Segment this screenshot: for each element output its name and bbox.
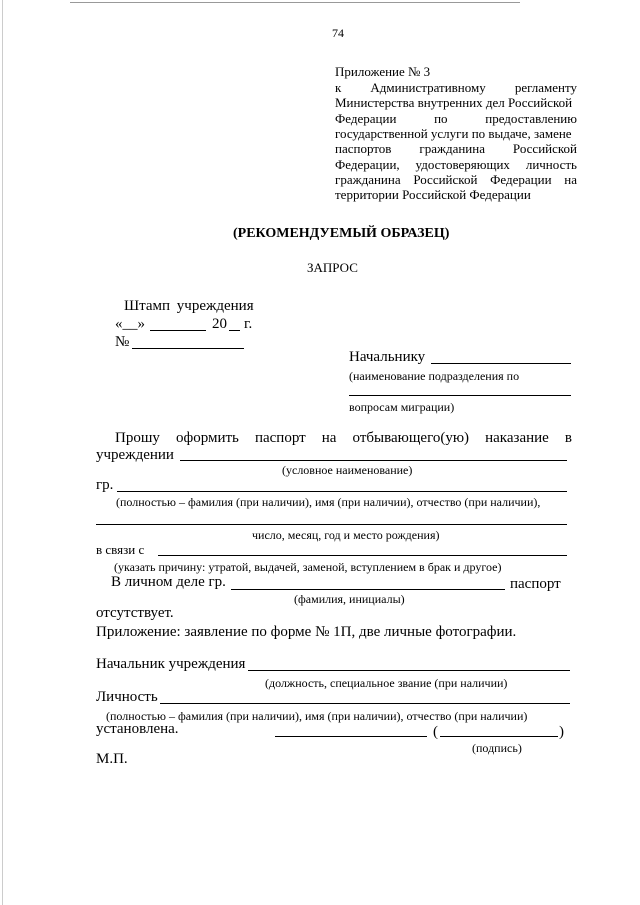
- page-number: 74: [332, 26, 344, 40]
- decoding-line: [440, 736, 558, 737]
- appendix-word: по: [434, 110, 448, 126]
- appendix-line: [335, 127, 572, 140]
- citizen-hint: (полностью – фамилия (при наличии), имя (при наличии), отчество (при наличии),: [116, 495, 541, 509]
- request-line1: [115, 431, 572, 446]
- birth-hint: число, месяц, год и место рождения): [252, 528, 440, 542]
- appendix-word: гражданина: [419, 141, 485, 157]
- stamp-date-month-line: [150, 330, 206, 331]
- addressee-label: Начальнику: [349, 349, 426, 365]
- addressee-hint1: (наименование подразделения по: [349, 369, 520, 383]
- request-title: ЗАПРОС: [307, 260, 358, 275]
- request-word: отбывающего(ую): [352, 430, 470, 446]
- scan-top-edge: [70, 2, 520, 3]
- stamp-label: Штамп учреждения: [124, 298, 254, 314]
- appendix-word: личность: [525, 156, 577, 172]
- established-text: установлена.: [96, 721, 179, 737]
- appendix-word: Федерации: [335, 110, 397, 126]
- addressee-hint2: вопросам миграции): [349, 400, 455, 414]
- citizen-line: [117, 491, 567, 492]
- appendix-word: к: [335, 80, 342, 95]
- personal-file-line: [231, 589, 505, 590]
- stamp-date-open: «__»: [115, 316, 145, 332]
- appendix-word: Административному: [370, 80, 486, 95]
- chief-line: [248, 670, 570, 671]
- institution-label: учреждении: [96, 447, 174, 463]
- absent-text: отсутствует.: [96, 605, 174, 621]
- appendix-line: [335, 81, 577, 94]
- appendix-word: удостоверяющих: [415, 156, 510, 172]
- stamp-year-line: [229, 330, 240, 331]
- birth-line: [96, 524, 567, 525]
- attachment-text: Приложение: заявление по форме № 1П, две личные фотографии.: [96, 624, 517, 640]
- identity-line: [160, 703, 570, 704]
- appendix-line: [335, 188, 531, 201]
- identity-hint: (полностью – фамилия (при наличии), имя (при наличии), отчество (при наличии): [106, 709, 528, 723]
- reason-label: в связи с: [96, 542, 145, 557]
- appendix-line: [335, 158, 577, 171]
- stamp-number-label: №: [115, 334, 130, 350]
- appendix-word: Федерации: [490, 171, 552, 187]
- appendix-title: Приложение № 3: [335, 64, 431, 79]
- signature-hint: (подпись): [472, 741, 522, 755]
- request-word: на: [321, 430, 337, 446]
- reason-line: [158, 555, 567, 556]
- appendix-line: [335, 142, 577, 155]
- appendix-word: государственной услуги по выдаче, замене: [335, 125, 572, 141]
- appendix-word: Российской: [413, 171, 478, 187]
- stamp-year-suffix: г.: [244, 316, 253, 332]
- stamp-number-line: [132, 348, 244, 349]
- appendix-word: территории Российской Федерации: [335, 187, 531, 203]
- appendix-word: предоставлению: [485, 110, 577, 126]
- sample-heading: (РЕКОМЕНДУЕМЫЙ ОБРАЗЕЦ): [233, 226, 450, 241]
- appendix-line: [335, 112, 577, 125]
- appendix-word: на: [564, 171, 577, 187]
- chief-hint: (должность, специальное звание (при наличии): [265, 676, 508, 690]
- reason-hint: (указать причину: утратой, выдачей, заменой, вступлением в брак и другое): [114, 560, 502, 574]
- personal-file-hint: (фамилия, инициалы): [294, 592, 405, 606]
- appendix-word: Федерации,: [335, 156, 400, 172]
- addressee-line: [431, 363, 571, 364]
- scan-left-edge: [2, 0, 3, 905]
- paren-open: (: [433, 724, 438, 740]
- appendix-word: гражданина: [335, 171, 401, 187]
- institution-line: [180, 460, 567, 461]
- request-word: паспорт: [254, 430, 306, 446]
- request-word: Прошу: [115, 430, 160, 446]
- appendix-line: [335, 96, 572, 109]
- personal-file-label: В личном деле гр.: [111, 574, 226, 590]
- appendix-word: Российской: [512, 141, 577, 157]
- paren-close: ): [559, 724, 564, 740]
- seal-label: М.П.: [96, 751, 128, 767]
- addressee-line2: [349, 395, 571, 396]
- appendix-word: регламенту: [514, 80, 577, 95]
- chief-label: Начальник учреждения: [96, 656, 246, 672]
- request-word: в: [564, 430, 572, 446]
- signature-line: [275, 736, 427, 737]
- stamp-year-prefix: 20: [212, 316, 227, 332]
- citizen-label: гр.: [96, 477, 114, 493]
- institution-hint: (условное наименование): [282, 463, 413, 477]
- appendix-line: [335, 173, 577, 186]
- request-word: наказание: [485, 430, 549, 446]
- request-word: оформить: [175, 430, 239, 446]
- appendix-word: Министерства внутренних дел Российской: [335, 95, 573, 111]
- personal-file-passport: паспорт: [510, 576, 561, 592]
- identity-label: Личность: [96, 689, 158, 705]
- appendix-word: паспортов: [335, 141, 392, 157]
